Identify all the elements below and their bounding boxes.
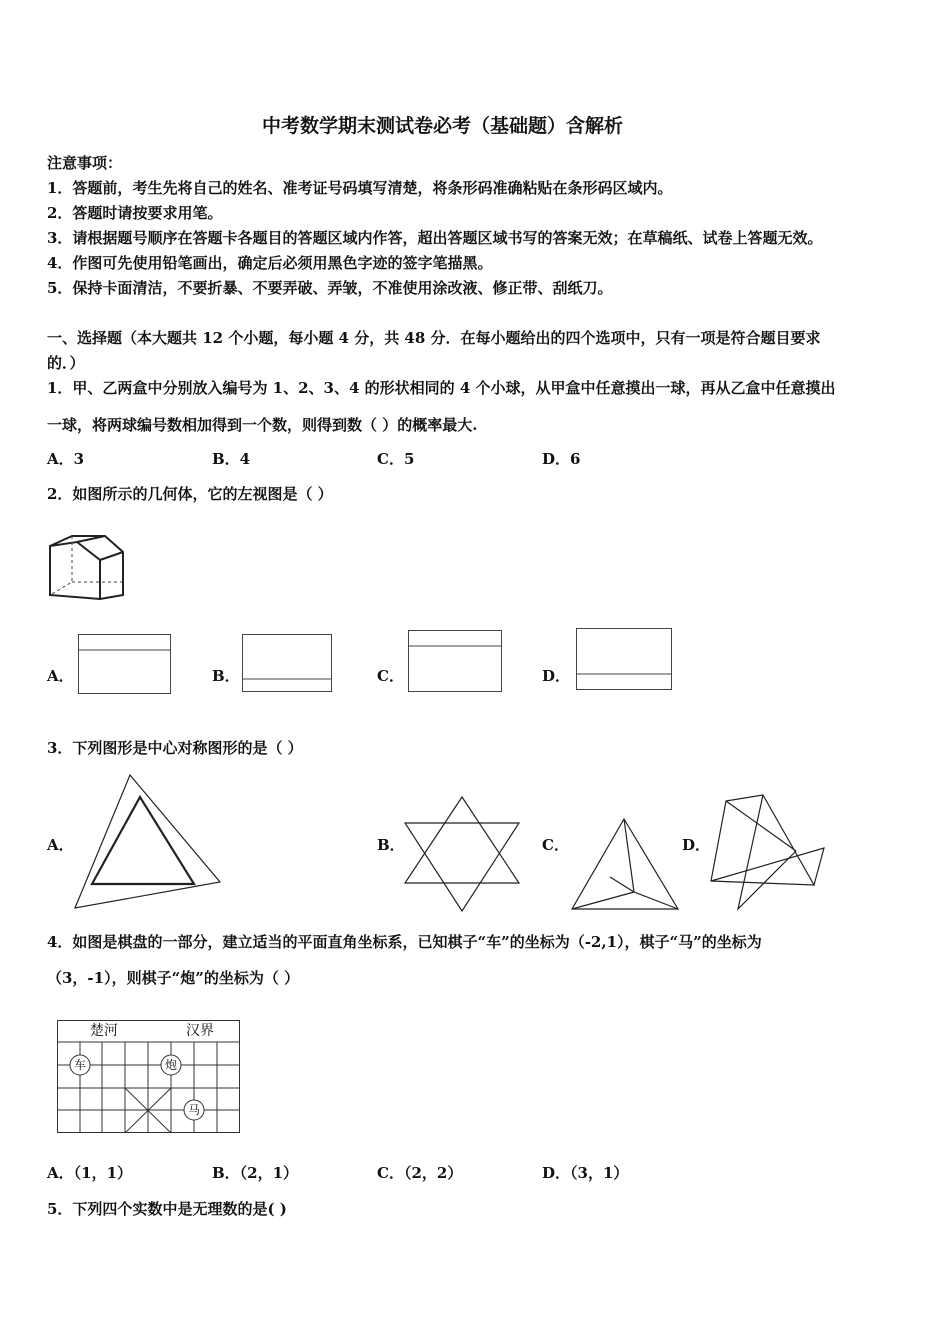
- piece-pao: 炮: [165, 1058, 178, 1072]
- notice-item: 3．请根据题号顺序在答题卡各题目的答题区域内作答，超出答题区域书写的答案无效；在草稿纸、试卷上答题无效。: [47, 229, 823, 247]
- q2-view-a[interactable]: [78, 634, 171, 694]
- notice-item: 5．保持卡面清洁，不要折暴、不要弄破、弄皱，不准使用涂改液、修正带、刮纸刀。: [47, 279, 613, 297]
- q3-option-a[interactable]: A．: [47, 836, 74, 854]
- q4-option-d[interactable]: D．（3，1）: [542, 1164, 629, 1182]
- notice-item: 2．答题时请按要求用笔。: [47, 204, 223, 222]
- page-title: 中考数学期末测试卷必考（基础题）含解析: [262, 115, 624, 137]
- q1-option-b[interactable]: B．4: [212, 450, 251, 468]
- notice-item: 1．答题前，考生先将自己的姓名、准考证号码填写清楚，将条形码准确粘贴在条形码区域内。: [47, 179, 673, 197]
- q2-view-d[interactable]: [576, 628, 672, 690]
- q2-view-c[interactable]: [408, 630, 502, 692]
- q2-view-b[interactable]: [242, 634, 332, 692]
- q4-option-c[interactable]: C．（2，2）: [377, 1164, 463, 1182]
- q3-figure-a[interactable]: [72, 772, 222, 912]
- q3-figure-d[interactable]: [708, 793, 828, 911]
- q2-stem: 2．如图所示的几何体，它的左视图是（ ）: [47, 485, 333, 503]
- q4-stem-cont: （3，-1），则棋子“炮”的坐标为（ ）: [47, 969, 300, 987]
- q4-stem: 4．如图是棋盘的一部分，建立适当的平面直角坐标系，已知棋子“车”的坐标为（-2,1），棋子“马”的坐标为: [47, 933, 762, 951]
- q2-option-a[interactable]: A．: [47, 667, 74, 685]
- q4-option-b[interactable]: B．（2，1）: [212, 1164, 299, 1182]
- q2-solid-figure: [47, 530, 127, 600]
- q5-stem: 5．下列四个实数中是无理数的是( ): [47, 1200, 287, 1218]
- board-river-left: 楚河: [90, 1023, 118, 1039]
- q1-stem-cont: 一球，将两球编号数相加得到一个数，则得到数（ ）的概率最大.: [47, 416, 478, 434]
- q3-option-d[interactable]: D．: [682, 836, 711, 854]
- section-heading-cont: 的．）: [47, 354, 85, 372]
- piece-ma: 马: [188, 1103, 201, 1117]
- q3-option-c[interactable]: C．: [542, 836, 569, 854]
- notice-heading: 注意事项：: [47, 154, 123, 172]
- q1-option-d[interactable]: D．6: [542, 450, 581, 468]
- q1-stem: 1．甲、乙两盒中分别放入编号为 1、2、3、4 的形状相同的 4 个小球，从甲盒中任意摸出一球，再从乙盒中任意摸出: [47, 379, 836, 397]
- section-heading: 一、选择题（本大题共 12 个小题，每小题 4 分，共 48 分．在每小题给出的四个选项中，只有一项是符合题目要求: [47, 329, 821, 347]
- q2-option-c[interactable]: C．: [377, 667, 404, 685]
- q3-stem: 3．下列图形是中心对称图形的是（ ）: [47, 739, 303, 757]
- q2-option-b[interactable]: B．: [212, 667, 240, 685]
- piece-che: 车: [74, 1058, 87, 1072]
- q3-figure-c[interactable]: [570, 817, 680, 911]
- board-river-right: 汉界: [186, 1023, 214, 1039]
- q2-option-d[interactable]: D．: [542, 667, 571, 685]
- q1-option-a[interactable]: A．3: [47, 450, 85, 468]
- notice-item: 4．作图可先使用铅笔画出，确定后必须用黑色字迹的签字笔描黑。: [47, 254, 493, 272]
- q3-figure-b[interactable]: [403, 795, 521, 913]
- q3-option-b[interactable]: B．: [377, 836, 405, 854]
- q4-option-a[interactable]: A．（1，1）: [47, 1164, 133, 1182]
- q1-option-c[interactable]: C．5: [377, 450, 415, 468]
